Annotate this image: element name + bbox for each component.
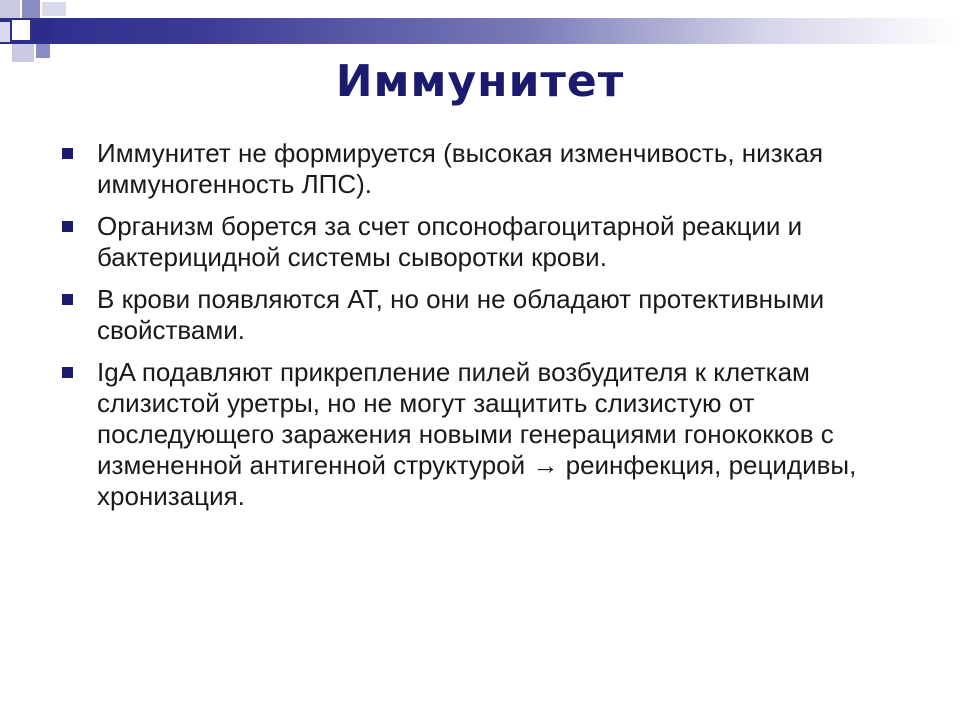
- bullet-text: Организм борется за счет опсонофагоцитарной реакции и бактерицидной системы сыворотки крови.: [97, 211, 803, 272]
- decor-square: [42, 2, 66, 16]
- square-bullet-icon: [62, 367, 73, 378]
- header-decor-bar: [0, 18, 960, 44]
- square-bullet-icon: [62, 221, 73, 232]
- bullet-text: IgA подавляют прикрепление пилей возбудителя к клеткам слизистой уретры, но не могут защитить слизистую от последующего заражения новыми генерациями гонококков с измененной антигенной структурой → реинфекция, рецидивы, хронизация.: [97, 357, 857, 511]
- bullet-list: [60, 138, 910, 523]
- bullet-item: [60, 211, 910, 273]
- bullet-item: [60, 284, 910, 346]
- square-bullet-icon: [62, 148, 73, 159]
- bullet-text: В крови появляются АТ, но они не обладают протективными свойствами.: [97, 284, 825, 345]
- bullet-text: Иммунитет не формируется (высокая изменчивость, низкая иммуногенность ЛПС).: [97, 138, 824, 199]
- bullet-item: [60, 138, 910, 200]
- decor-square: [12, 20, 30, 40]
- slide-title: Иммунитет: [335, 56, 625, 107]
- bullet-item: [60, 357, 910, 512]
- decor-square: [0, 22, 10, 42]
- decor-square: [0, 0, 20, 18]
- decor-square: [32, 20, 52, 40]
- square-bullet-icon: [62, 294, 73, 305]
- decor-square: [22, 0, 40, 18]
